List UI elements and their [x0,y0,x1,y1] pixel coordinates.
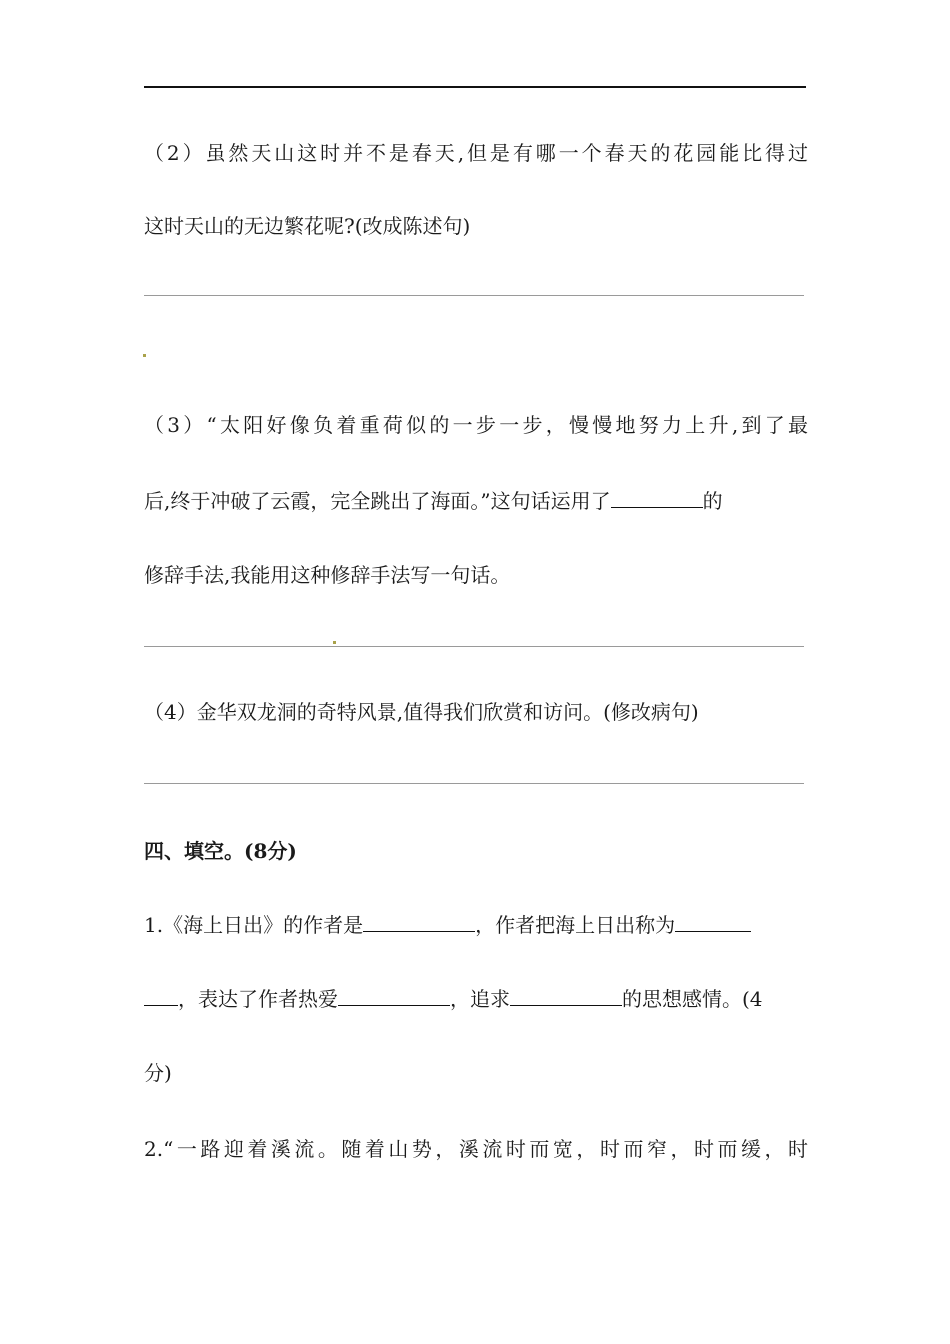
love-blank[interactable] [338,985,450,1006]
decorative-speck [333,641,336,644]
fill1-line-2 [144,985,808,1013]
fill1-text-d: ，追求 [450,987,510,1011]
fill1-line-1 [144,911,808,939]
fill1-text-e: 的思想感情。(4 [622,987,763,1011]
q3-answer-line[interactable] [144,646,804,647]
fill1-text-c: ，表达了作者热爱 [178,987,338,1011]
q3-line-1: （3）“太阳好像负着重荷似的一步一步，慢慢地努力上升,到了最 [144,413,808,437]
fill1-line-3: 分) [144,1061,172,1085]
title-blank-part-1[interactable] [675,911,751,932]
author-blank[interactable] [363,911,475,932]
section-heading: 四、填空。(8分) [144,839,297,863]
q4-line-1: （4）金华双龙洞的奇特风景,值得我们欣赏和访问。(修改病句) [144,700,699,724]
decorative-speck [143,354,146,357]
fill2-line-1: 2.“一路迎着溪流。随着山势，溪流时而宽，时而窄，时而缓，时 [144,1137,808,1161]
rhetoric-blank[interactable] [611,487,703,508]
top-rule [144,86,806,88]
q2-answer-line[interactable] [144,295,804,296]
pursue-blank[interactable] [510,985,622,1006]
fill1-text-b: ，作者把海上日出称为 [475,913,676,937]
q3-line-2 [144,487,808,515]
title-blank-part-2[interactable] [144,985,178,1006]
q3-line-3: 修辞手法,我能用这种修辞手法写一句话。 [144,563,511,587]
fill1-text-a: 1.《海上日出》的作者是 [144,913,364,937]
q2-line-1: （2）虽然天山这时并不是春天,但是有哪一个春天的花园能比得过 [144,141,808,165]
q3-line-2-text: 后,终于冲破了云霞，完全跳出了海面。”这句话运用了 [144,489,611,513]
q3-line-2-end: 的 [702,489,723,513]
q4-answer-line[interactable] [144,783,804,784]
q2-line-2: 这时天山的无边繁花呢?(改成陈述句) [144,214,471,238]
